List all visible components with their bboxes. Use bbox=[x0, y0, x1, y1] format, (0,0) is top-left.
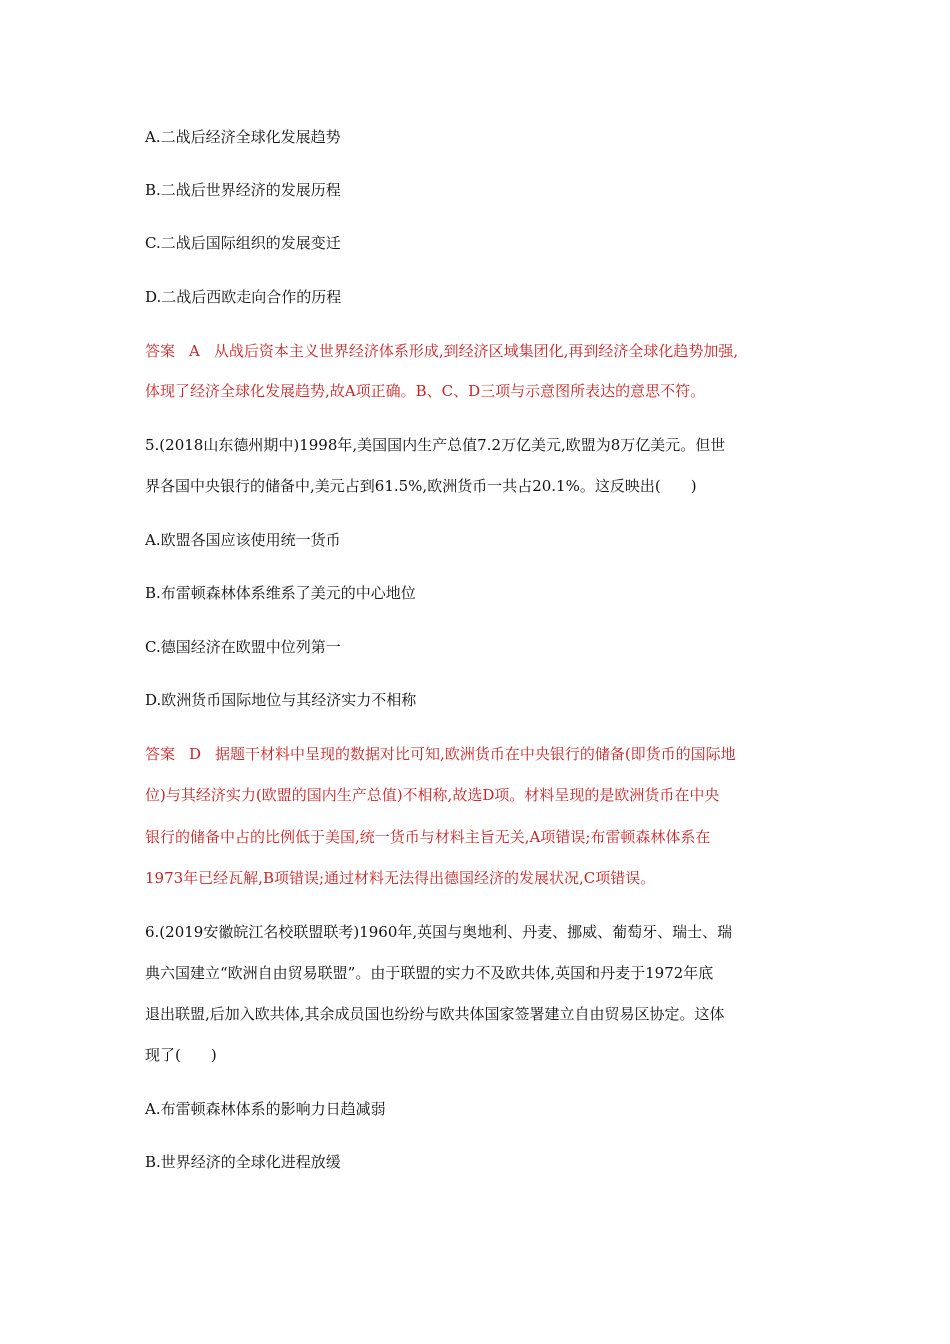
q5-stem-line-2: 界各国中央银行的储备中,美元占到61.5%,欧洲货币一共占20.1%。这反映出( ) bbox=[145, 477, 697, 495]
q4-answer-line-2: 体现了经济全球化发展趋势,故A项正确。B、C、D三项与示意图所表达的意思不符。 bbox=[145, 382, 706, 400]
q5-answer-line-3: 银行的储备中占的比例低于美国,统一货币与材料主旨无关,A项错误;布雷顿森林体系在 bbox=[145, 828, 711, 846]
q5-answer-text: 据题干材料中呈现的数据对比可知,欧洲货币在中央银行的储备(即货币的国际地 bbox=[215, 745, 736, 763]
q4-answer-choice: A bbox=[189, 342, 200, 360]
q6-stem-line-3: 退出联盟,后加入欧共体,其余成员国也纷纷与欧共体国家签署建立自由贸易区协定。这体 bbox=[145, 1005, 725, 1023]
q4-option-a: A.二战后经济全球化发展趋势 bbox=[145, 128, 341, 146]
q6-stem-line-1: 6.(2019安徽皖江名校联盟联考)1960年,英国与奥地利、丹麦、挪威、葡萄牙、瑞士、瑞 bbox=[145, 923, 733, 941]
q5-answer-line-4: 1973年已经瓦解,B项错误;通过材料无法得出德国经济的发展状况,C项错误。 bbox=[145, 869, 656, 887]
q6-stem-line-4: 现了( ) bbox=[145, 1046, 217, 1064]
q5-option-b: B.布雷顿森林体系维系了美元的中心地位 bbox=[145, 584, 416, 602]
q4-option-d: D.二战后西欧走向合作的历程 bbox=[145, 288, 342, 306]
q4-answer-label: 答案 bbox=[145, 342, 176, 360]
q5-option-c: C.德国经济在欧盟中位列第一 bbox=[145, 638, 341, 656]
q4-option-b: B.二战后世界经济的发展历程 bbox=[145, 181, 341, 199]
q5-answer-label: 答案 bbox=[145, 745, 176, 763]
q6-stem-line-2: 典六国建立“欧洲自由贸易联盟”。由于联盟的实力不及欧共体,英国和丹麦于1972年底 bbox=[145, 964, 714, 982]
q5-answer-line-1 bbox=[145, 747, 736, 762]
q5-stem-line-1: 5.(2018山东德州期中)1998年,美国国内生产总值7.2万亿美元,欧盟为8万亿美元。但世 bbox=[145, 436, 726, 454]
q5-answer-choice: D bbox=[189, 745, 202, 763]
q5-option-d: D.欧洲货币国际地位与其经济实力不相称 bbox=[145, 691, 417, 709]
q4-answer-text: 从战后资本主义世界经济体系形成,到经济区域集团化,再到经济全球化趋势加强, bbox=[213, 342, 739, 360]
q4-option-c: C.二战后国际组织的发展变迁 bbox=[145, 234, 341, 252]
q5-answer-line-2: 位)与其经济实力(欧盟的国内生产总值)不相称,故选D项。材料呈现的是欧洲货币在中央 bbox=[145, 786, 720, 804]
q4-answer-line-1 bbox=[145, 344, 738, 359]
q6-option-a: A.布雷顿森林体系的影响力日趋减弱 bbox=[145, 1100, 386, 1118]
q6-option-b: B.世界经济的全球化进程放缓 bbox=[145, 1153, 341, 1171]
q5-option-a: A.欧盟各国应该使用统一货币 bbox=[145, 531, 341, 549]
